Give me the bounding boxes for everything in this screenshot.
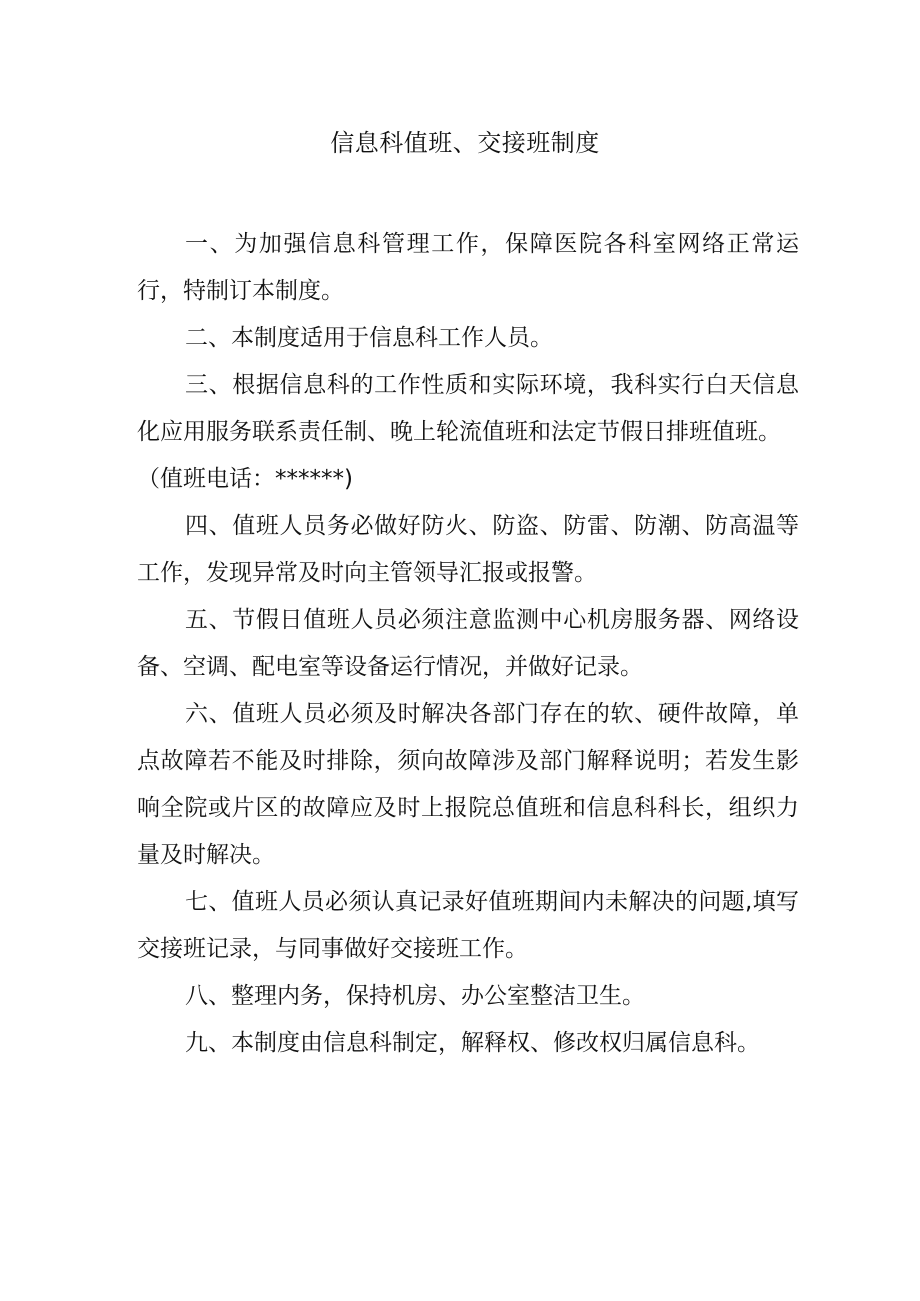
paragraph-4: 四、值班人员务必做好防火、防盗、防雷、防潮、防高温等工作，发现异常及时向主管领导汇报或报警。 [137,513,799,586]
paragraph-8: 八、整理内务，保持机房、办公室整洁卫生。 [185,983,645,1009]
paragraph-7: 七、值班人员必须认真记录好值班期间内未解决的问题,填写交接班记录，与同事做好交接班工作。 [137,889,799,962]
paragraph-9: 九、本制度由信息科制定，解释权、修改权归属信息科。 [185,1030,760,1056]
document-body [137,221,799,1067]
duty-phone-line: （值班电话：******) [137,466,353,492]
paragraph-1: 一、为加强信息科管理工作，保障医院各科室网络正常运行，特制订本制度。 [137,231,799,304]
paragraph-5: 五、节假日值班人员必须注意监测中心机房服务器、网络设备、空调、配电室等设备运行情况，并做好记录。 [137,607,799,680]
paragraph-2: 二、本制度适用于信息科工作人员。 [185,325,553,351]
paragraph-3: 三、根据信息科的工作性质和实际环境，我科实行白天信息化应用服务联系责任制、晚上轮流值班和法定节假日排班值班。 [137,372,799,445]
paragraph-6: 六、值班人员必须及时解决各部门存在的软、硬件故障，单点故障若不能及时排除，须向故障涉及部门解释说明；若发生影响全院或片区的故障应及时上报院总值班和信息科科长，组织力量及时解决。 [137,701,799,868]
document-title: 信息科值班、交接班制度 [330,129,600,157]
